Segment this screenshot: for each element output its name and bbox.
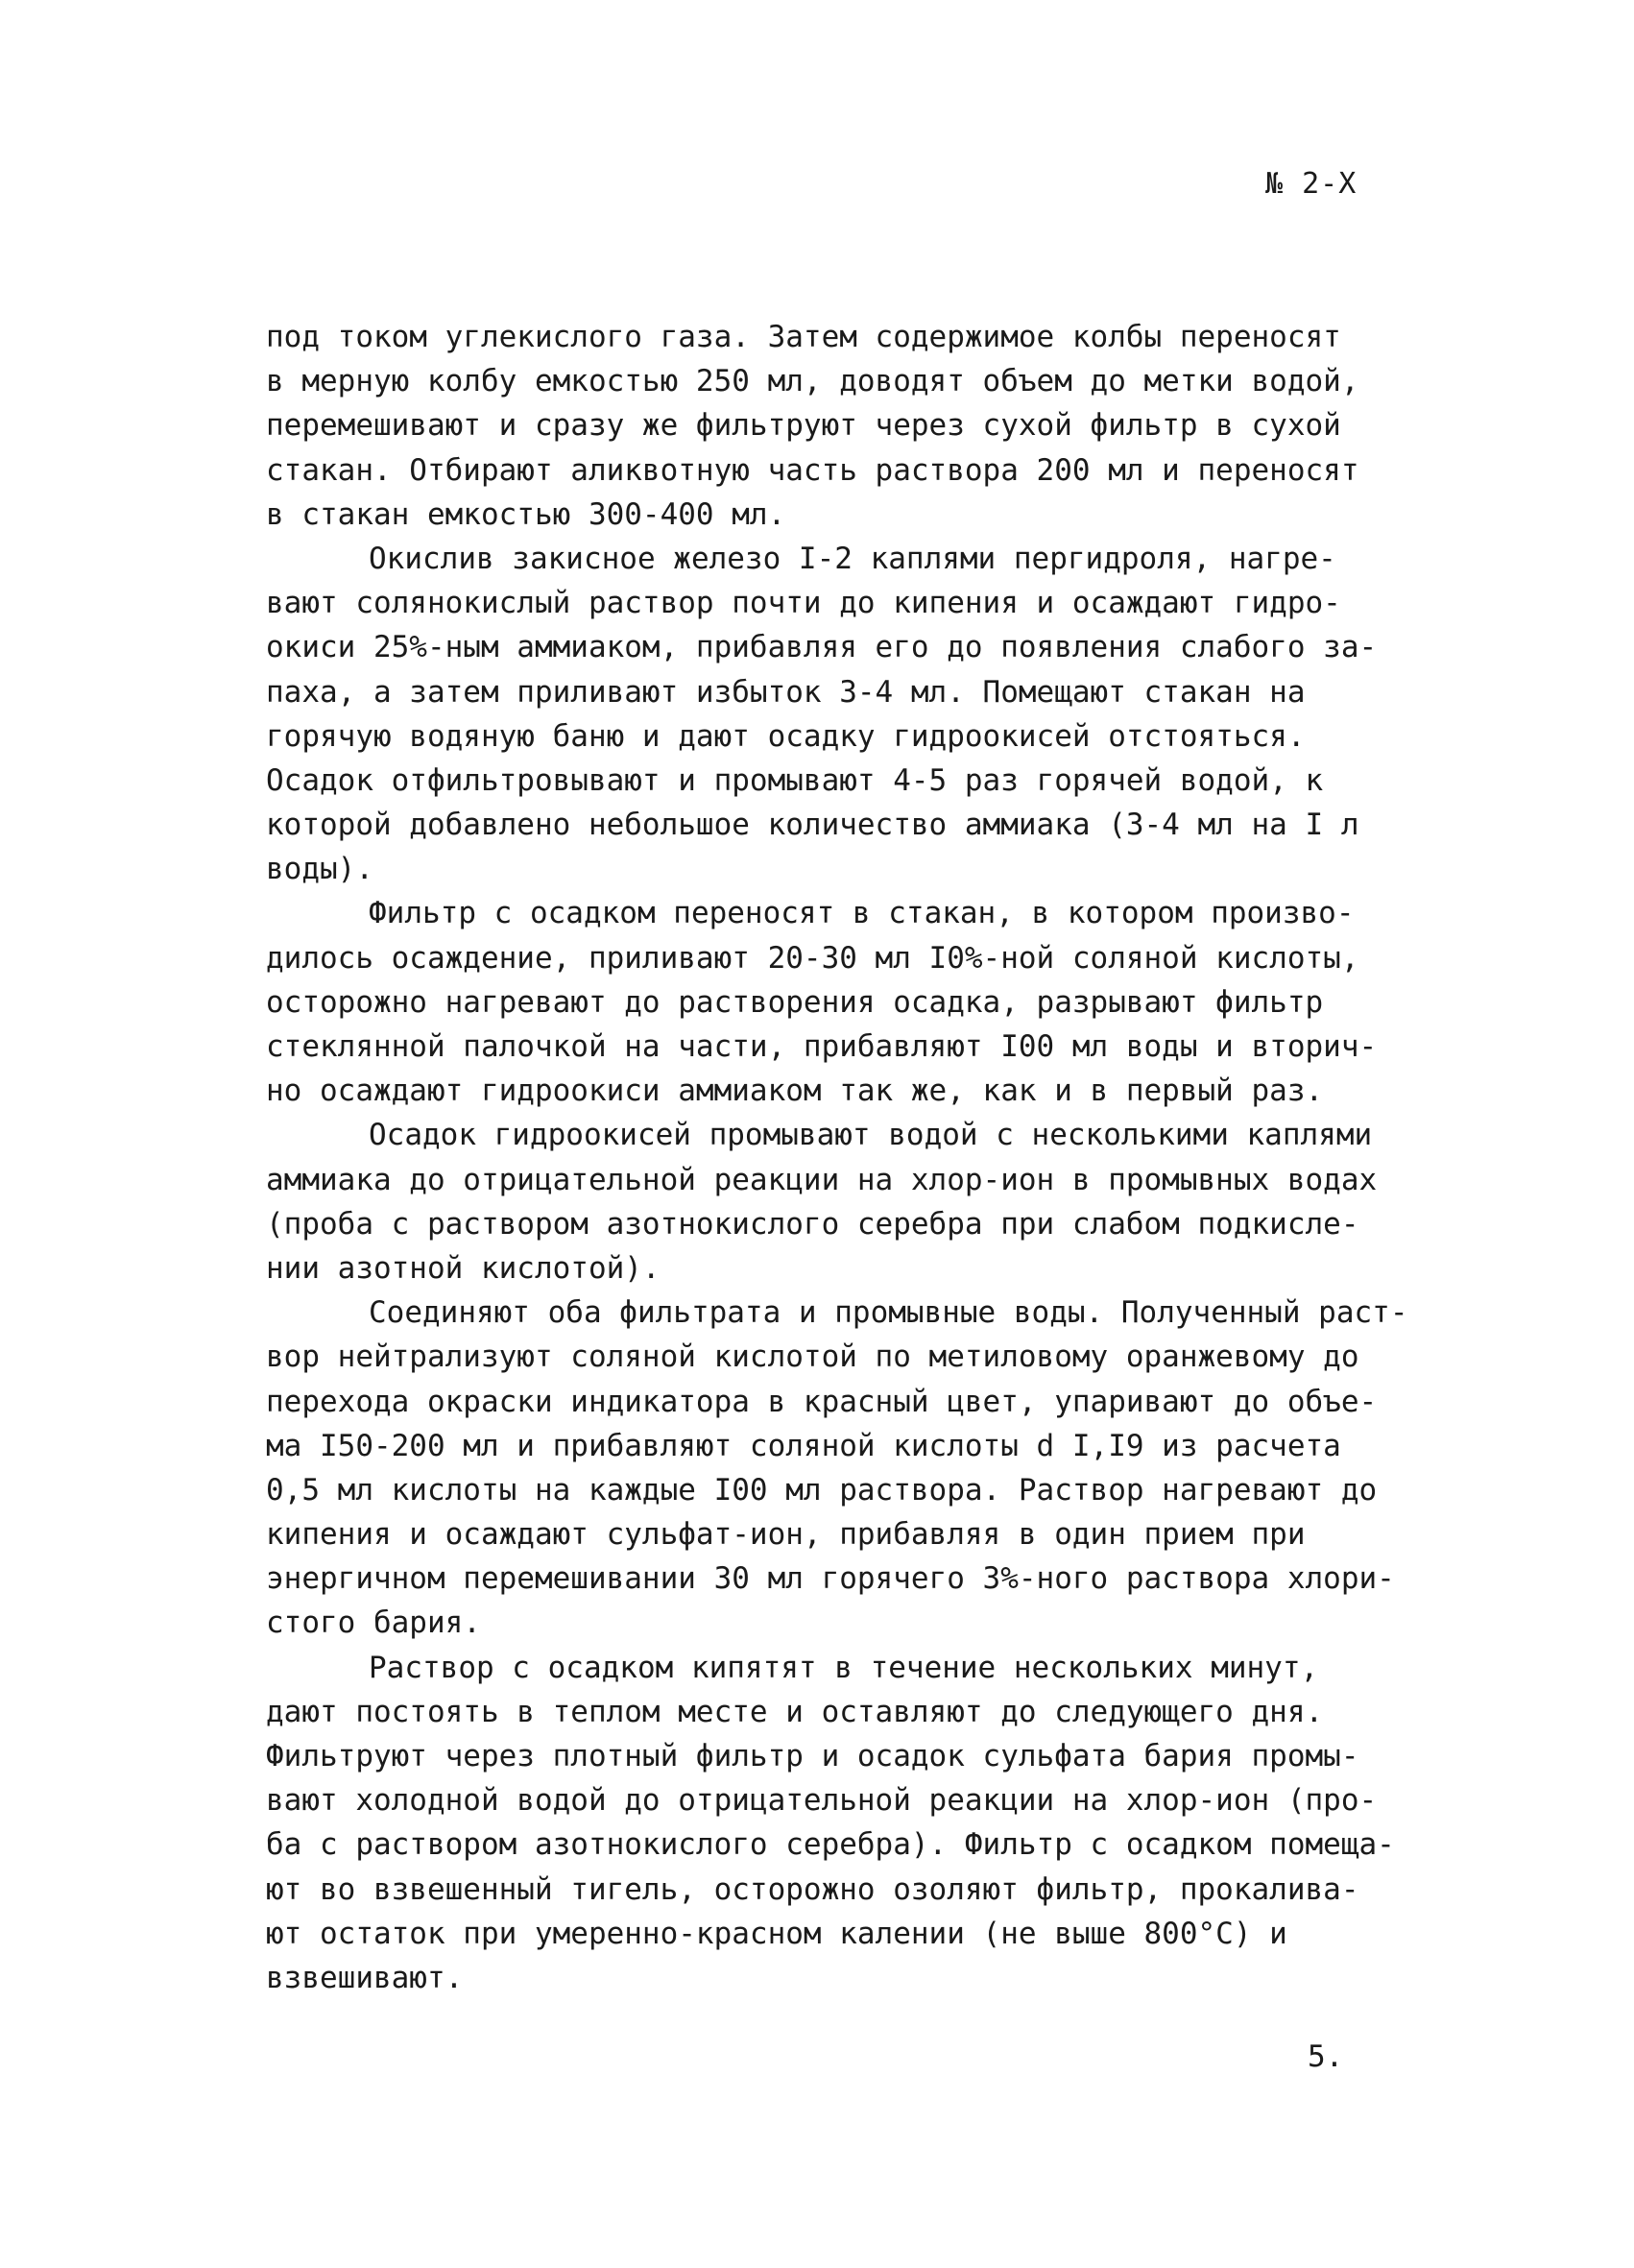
text-line: окиси 25%-ным аммиаком, прибавляя его до появления слабого за- (266, 630, 1378, 665)
text-line: паха, а затем приливают избыток 3-4 мл. Помещают стакан на (266, 674, 1306, 710)
text-line: Фильтр с осадком переносят в стакан, в котором произво- (369, 896, 1355, 931)
text-line: вор нейтрализуют соляной кислотой по метиловому оранжевому до (266, 1339, 1359, 1375)
text-line: Фильтруют через плотный фильтр и осадок сульфата бария промы- (266, 1739, 1359, 1773)
text-line: в стакан емкостью 300-400 мл. (266, 496, 786, 532)
text-line: ют остаток при умеренно-красном калении (не выше 800°С) и (266, 1916, 1287, 1951)
text-line: Соединяют оба фильтрата и промывные воды. Полученный раст- (369, 1295, 1408, 1331)
body-text (266, 315, 1456, 2000)
text-line: воды). (266, 852, 373, 887)
text-line: но осаждают гидроокиси аммиаком так же, как и в первый раз. (266, 1074, 1324, 1109)
text-line: (проба с раствором азотнокислого серебра при слабом подкисле- (266, 1206, 1359, 1242)
text-line: в мерную колбу емкостью 250 мл, доводят объем до метки водой, (266, 364, 1359, 399)
text-line: дилось осаждение, приливают 20-30 мл I0%-ной соляной кислоты, (266, 940, 1359, 976)
text-line: 0,5 мл кислоты на каждые I00 мл раствора. Раствор нагревают до (266, 1472, 1378, 1508)
text-line: Осадок гидроокисей промывают водой с несколькими каплями (369, 1118, 1373, 1153)
text-line: осторожно нагревают до растворения осадка, разрывают фильтр (266, 984, 1324, 1020)
text-line: Раствор с осадком кипятят в течение нескольких минут, (369, 1650, 1319, 1685)
text-line: нии азотной кислотой). (266, 1250, 661, 1286)
text-line: стакан. Отбирают аликвотную часть раствора 200 мл и переносят (266, 452, 1359, 488)
text-line: кипения и осаждают сульфат-ион, прибавляя в один прием при (266, 1517, 1306, 1553)
text-line: взвешивают. (266, 1960, 464, 1995)
page-number: 5. (1308, 2039, 1344, 2074)
text-line: ба с раствором азотнокислого серебра). Фильтр с осадком помеща- (266, 1827, 1395, 1863)
text-line: стеклянной палочкой на части, прибавляют I00 мл воды и вторич- (266, 1029, 1378, 1064)
text-line: под током углекислого газа. Затем содержимое колбы переносят (266, 320, 1341, 354)
text-line: дают постоять в теплом месте и оставляют до следующего дня. (266, 1694, 1324, 1729)
text-line: стого бария. (266, 1605, 481, 1641)
text-line: аммиака до отрицательной реакции на хлор-ион в промывных водах (266, 1162, 1378, 1197)
text-line: горячую водяную баню и дают осадку гидроокисей отстояться. (266, 718, 1306, 754)
text-line: перехода окраски индикатора в красный цвет, упаривают до объе- (266, 1384, 1378, 1419)
text-line: энергичном перемешивании 30 мл горячего 3%-ного раствора хлори- (266, 1561, 1395, 1597)
document-number: № 2-Х (1265, 167, 1358, 201)
text-line: ма I50-200 мл и прибавляют соляной кислоты d I,I9 из расчета (266, 1428, 1341, 1463)
text-line: Осадок отфильтровывают и промывают 4-5 раз горячей водой, к (266, 762, 1324, 798)
text-line: вают солянокислый раствор почти до кипения и осаждают гидро- (266, 586, 1341, 621)
text-line: Окислив закисное железо I-2 каплями пергидроля, нагре- (369, 541, 1336, 576)
text-line: которой добавлено небольшое количество аммиака (3-4 мл на I л (266, 808, 1359, 843)
text-line: вают холодной водой до отрицательной реакции на хлор-ион (про- (266, 1783, 1378, 1819)
text-line: ют во взвешенный тигель, осторожно озоляют фильтр, прокалива- (266, 1871, 1359, 1907)
text-line: перемешивают и сразу же фильтруют через сухой фильтр в сухой (266, 408, 1341, 444)
